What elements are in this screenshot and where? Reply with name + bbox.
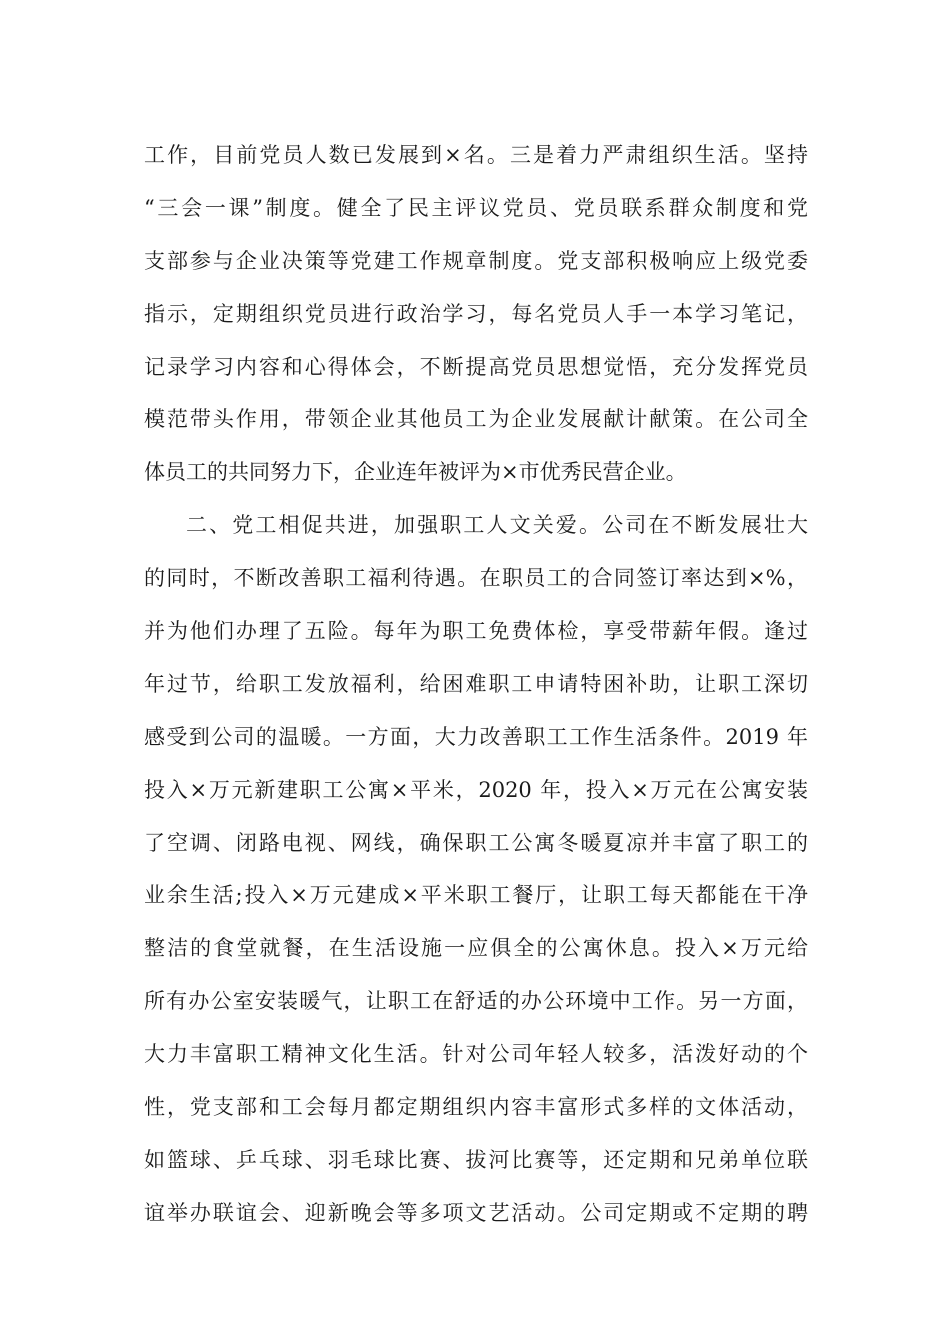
text-line: 并为他们办理了五险。每年为职工免费体检，享受带薪年假。逢过 [144,619,808,644]
paragraph-last-line: 体员工的共同努力下，企业连年被评为×市优秀民营企业。 [144,460,687,485]
text-line: 感受到公司的温暖。一方面，大力改善职工工作生活条件。2019 年 [144,724,808,749]
text-line: 大力丰富职工精神文化生活。针对公司年轻人较多，活泼好动的个 [144,1042,808,1067]
text-line: 谊举办联谊会、迎新晚会等多项文艺活动。公司定期或不定期的聘 [144,1200,808,1225]
text-line: “三会一课”制度。健全了民主评议党员、党员联系群众制度和党 [144,195,808,220]
text-line: 了空调、闭路电视、网线，确保职工公寓冬暖夏凉并丰富了职工的 [144,830,808,855]
text-line: 业余生活;投入×万元建成×平米职工餐厅，让职工每天都能在干净 [144,883,808,908]
text-line: 如篮球、乒乓球、羽毛球比赛、拔河比赛等，还定期和兄弟单位联 [144,1147,808,1172]
paragraph-first-line: 二、党工相促共进，加强职工人文关爱。公司在不断发展壮大 [186,513,808,538]
text-line: 整洁的食堂就餐，在生活设施一应俱全的公寓休息。投入×万元给 [144,936,808,961]
text-line: 年过节，给职工发放福利，给困难职工申请特困补助，让职工深切 [144,671,808,696]
text-line: 记录学习内容和心得体会，不断提高党员思想觉悟，充分发挥党员 [144,354,808,379]
text-line: 投入×万元新建职工公寓×平米，2020 年，投入×万元在公寓安装 [144,777,808,802]
text-line: 指示，定期组织党员进行政治学习，每名党员人手一本学习笔记， [144,301,808,326]
text-line: 性，党支部和工会每月都定期组织内容丰富形式多样的文体活动， [144,1095,808,1120]
text-line: 支部参与企业决策等党建工作规章制度。党支部积极响应上级党委 [144,248,808,273]
text-line: 工作，目前党员人数已发展到×名。三是着力严肃组织生活。坚持 [144,143,808,167]
text-line: 模范带头作用，带领企业其他员工为企业发展献计献策。在公司全 [144,407,808,432]
body-text [144,129,808,1240]
text-line: 所有办公室安装暖气，让职工在舒适的办公环境中工作。另一方面， [144,989,808,1014]
text-line: 的同时，不断改善职工福利待遇。在职员工的合同签订率达到×%， [144,566,808,591]
